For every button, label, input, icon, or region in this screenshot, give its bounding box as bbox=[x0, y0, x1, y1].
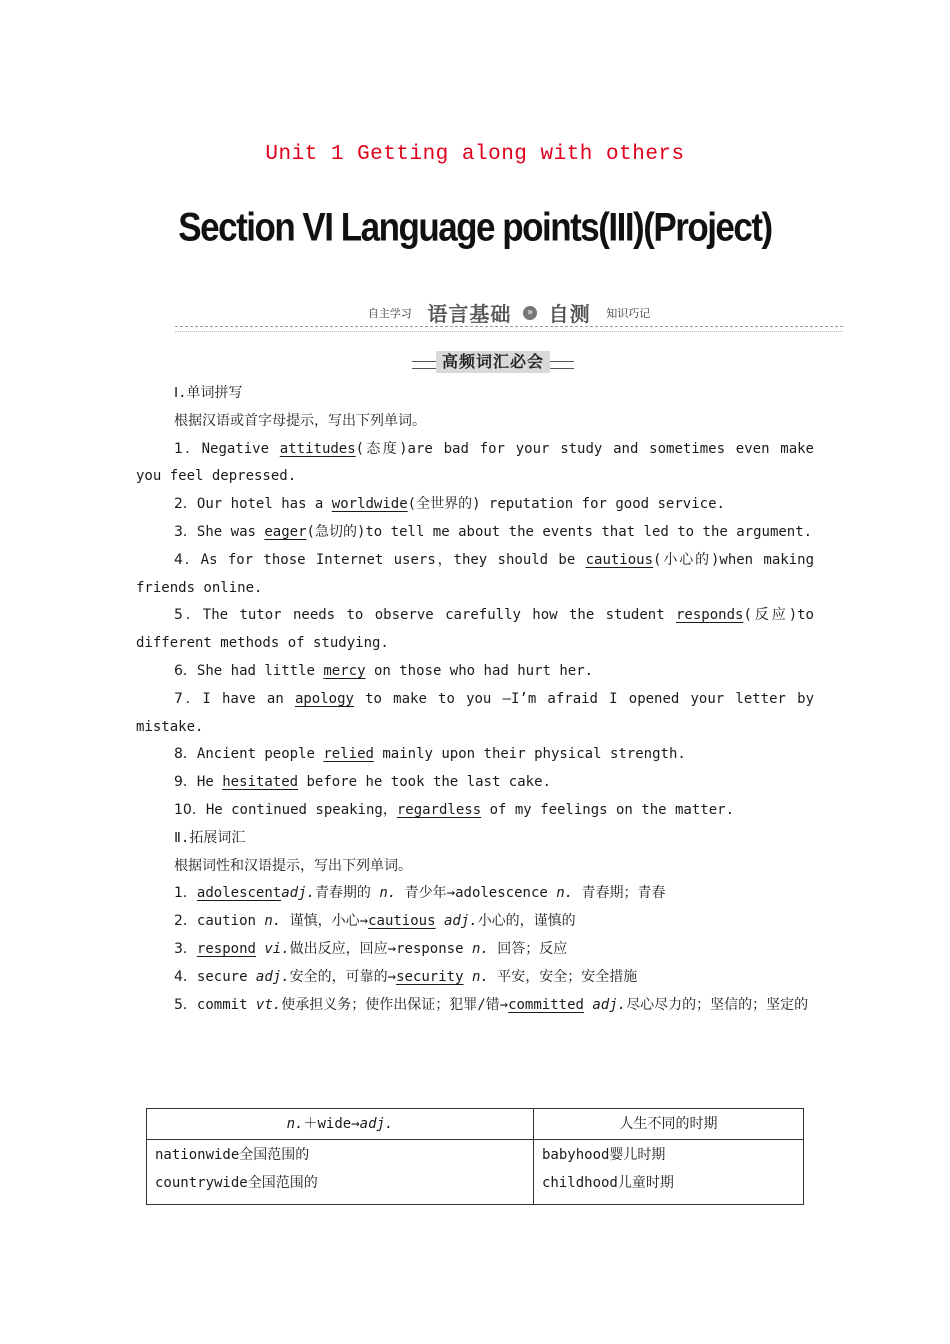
part1-instruction: 根据汉语或首字母提示，写出下列单词。 bbox=[174, 412, 426, 429]
meaning: 平安，安全；安全措施 bbox=[488, 968, 638, 985]
answer-word: security bbox=[396, 968, 464, 985]
meaning: 做出反应，回应→ bbox=[289, 940, 397, 957]
item-number: 1． bbox=[174, 885, 197, 902]
exercise-item bbox=[136, 658, 814, 686]
exercise-item bbox=[136, 491, 814, 519]
item-number: 4． bbox=[174, 968, 197, 985]
table-cell-right bbox=[534, 1140, 804, 1205]
part-of-speech: n. bbox=[547, 885, 574, 902]
given-word: commit bbox=[196, 996, 248, 1013]
item-text: I have an bbox=[202, 690, 295, 707]
meaning: 使承担义务；使作出保证；犯罪/错→ bbox=[281, 996, 509, 1013]
banner-left-caption: 自主学习 bbox=[367, 306, 412, 320]
part2-instruction: 根据词性和汉语提示，写出下列单词。 bbox=[174, 857, 412, 874]
part-of-speech: n. bbox=[463, 940, 489, 957]
exercise-item bbox=[136, 436, 814, 492]
answer-word: committed bbox=[508, 996, 584, 1013]
vocab-item bbox=[174, 908, 814, 936]
meaning: 青春期；青春 bbox=[573, 885, 666, 902]
part-of-speech: n. bbox=[463, 968, 489, 985]
part-of-speech: adj. bbox=[247, 968, 290, 985]
exercise-item bbox=[136, 797, 814, 825]
meaning: 谨慎，小心→ bbox=[281, 913, 369, 930]
item-text: before he took the last cake. bbox=[298, 774, 551, 791]
table-cell-line: nationwide全国范围的 bbox=[155, 1147, 310, 1163]
item-text: She had little bbox=[196, 662, 324, 679]
banner-right-caption: 知识巧记 bbox=[606, 306, 651, 320]
meaning: 青少年→ bbox=[396, 885, 456, 902]
item-number: 8． bbox=[174, 746, 197, 763]
vocab-item bbox=[174, 992, 814, 1020]
item-number: 5． bbox=[174, 996, 197, 1013]
table-cell-line: countrywide全国范围的 bbox=[155, 1175, 318, 1191]
answer-word: attitudes bbox=[279, 440, 356, 457]
item-number: 1． bbox=[174, 440, 202, 457]
answer-word: eager bbox=[264, 523, 307, 540]
answer-word: regardless bbox=[396, 801, 482, 818]
meaning: 尽心尽力的；坚信的；坚定的 bbox=[626, 996, 809, 1013]
exercise-item bbox=[136, 602, 814, 658]
exercise-item bbox=[136, 741, 814, 769]
double-chevron-icon: » bbox=[523, 306, 537, 320]
part-of-speech: adj. bbox=[583, 996, 627, 1013]
exercise-item bbox=[136, 769, 814, 797]
table-header-row bbox=[147, 1109, 804, 1140]
answer-word: responds bbox=[676, 607, 744, 624]
table-header-left: n.＋wide→adj. bbox=[147, 1109, 534, 1140]
banner-title-right: 自测 bbox=[548, 302, 591, 326]
item-text: Negative bbox=[201, 440, 280, 457]
item-text: As for those Internet users，they should be bbox=[200, 551, 586, 568]
item-number: 10． bbox=[174, 801, 206, 818]
exercise-item bbox=[136, 547, 814, 603]
given-word: caution bbox=[196, 913, 256, 930]
exercise-item bbox=[136, 686, 814, 742]
part-of-speech: adj. bbox=[281, 885, 315, 902]
part-of-speech: vi. bbox=[255, 940, 290, 957]
meaning: 回答；反应 bbox=[488, 940, 568, 957]
item-text: He bbox=[196, 774, 223, 791]
answer-word: apology bbox=[294, 690, 354, 707]
answer-word: hesitated bbox=[222, 774, 299, 791]
item-number: 4． bbox=[174, 551, 201, 568]
given-word: response bbox=[396, 940, 464, 957]
item-number: 5． bbox=[174, 607, 203, 624]
part-of-speech: adj. bbox=[435, 913, 478, 930]
item-text: (反应)to different methods of studying. bbox=[136, 607, 814, 652]
answer-word: adolescent bbox=[196, 885, 282, 902]
item-text: to make to you —I’m afraid I opened your letter by mistake. bbox=[136, 690, 814, 735]
table-header-right: 人生不同的时期 bbox=[534, 1109, 804, 1140]
vocab-item bbox=[174, 964, 814, 992]
item-text: The tutor needs to observe carefully how the student bbox=[202, 607, 676, 624]
part-of-speech: n. bbox=[379, 885, 397, 902]
banner-title-left: 语言基础 bbox=[427, 302, 512, 326]
table-cell-left bbox=[147, 1140, 534, 1205]
item-number: 3． bbox=[174, 940, 197, 957]
item-text: She was bbox=[196, 523, 265, 540]
item-text: of my feelings on the matter. bbox=[481, 801, 735, 818]
table-row bbox=[147, 1140, 804, 1205]
section-banner bbox=[175, 298, 843, 336]
table-cell-line: babyhood婴儿时期 bbox=[542, 1147, 666, 1163]
meaning: 安全的，可靠的→ bbox=[289, 968, 397, 985]
answer-word: mercy bbox=[323, 662, 366, 679]
answer-word: cautious bbox=[368, 913, 436, 930]
item-text: Ancient people bbox=[196, 746, 324, 763]
part1-heading: Ⅰ.单词拼写 bbox=[174, 385, 243, 401]
item-number: 3． bbox=[174, 523, 197, 540]
item-text: (小心的)when making friends online. bbox=[136, 551, 814, 596]
item-number: 6． bbox=[174, 662, 197, 679]
part1-list bbox=[136, 436, 814, 825]
part-of-speech: vt. bbox=[247, 996, 282, 1013]
unit-title: Unit 1 Getting along with others bbox=[265, 143, 685, 166]
item-text: on those who had hurt her. bbox=[365, 662, 594, 679]
given-word: secure bbox=[196, 968, 248, 985]
answer-word: relied bbox=[323, 746, 374, 763]
item-text: (全世界的) reputation for good service. bbox=[407, 496, 725, 513]
vocab-subheading bbox=[412, 351, 574, 373]
item-number: 7． bbox=[174, 690, 203, 707]
word-formation-table bbox=[146, 1108, 804, 1205]
item-number: 2． bbox=[174, 496, 197, 513]
item-text: (急切的)to tell me about the events that led to the argument. bbox=[306, 523, 813, 540]
subheading-right-rule bbox=[546, 361, 574, 369]
table-cell-line: childhood儿童时期 bbox=[542, 1175, 674, 1191]
section-title: Section VI Language points(III)(Project) bbox=[178, 205, 772, 250]
exercise-body bbox=[136, 380, 814, 1019]
item-number: 2． bbox=[174, 913, 197, 930]
answer-word: worldwide bbox=[331, 496, 408, 513]
part2-list bbox=[136, 880, 814, 1019]
part-of-speech: n. bbox=[255, 913, 282, 930]
meaning: 青春期的 bbox=[314, 885, 380, 902]
given-word: adolescence bbox=[455, 885, 548, 902]
part2-heading: Ⅱ.拓展词汇 bbox=[174, 829, 246, 846]
vocab-item bbox=[174, 936, 814, 964]
exercise-item bbox=[136, 519, 814, 547]
answer-word: cautious bbox=[585, 551, 654, 568]
item-text: (态度)are bad for your study and sometimes even make you feel depressed. bbox=[136, 440, 814, 485]
subheading-text: 高频词汇必会 bbox=[436, 351, 550, 373]
item-number: 9． bbox=[174, 774, 197, 791]
item-text: Our hotel has a bbox=[196, 496, 332, 513]
item-text: mainly upon their physical strength. bbox=[373, 746, 686, 763]
meaning: 小心的，谨慎的 bbox=[477, 913, 576, 930]
vocab-item bbox=[174, 880, 814, 908]
answer-word: respond bbox=[196, 940, 256, 957]
item-text: He continued speaking， bbox=[205, 801, 397, 818]
